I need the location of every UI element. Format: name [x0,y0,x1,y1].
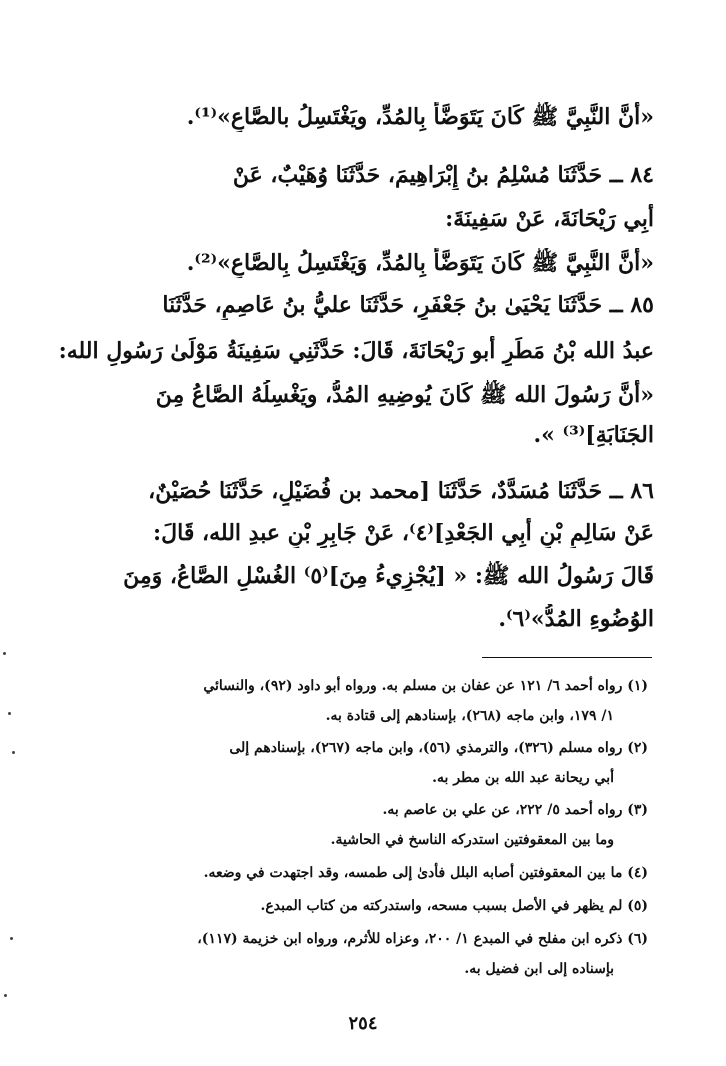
margin-speck [4,994,7,997]
text-line: أَبِي رَيْحَانَةَ، عَنْ سَفِينَةَ: [445,206,654,232]
text-line: قَالَ رَسُولُ الله ﷺ: « [يُجْزِيءُ مِنَ]⁽٥⁾ الغُسْلِ الصَّاعُ، وَمِنَ [123,563,654,589]
hadith-84-heading: ٨٤ ــ حَدَّثَنَا مُسْلِمُ بنُ إِبْرَاهِيمَ، حَدَّثَنَا وُهَيْبٌ، عَنْ [232,162,654,188]
footnote-5: (٥) لم يظهر في الأصل بسبب مسحه، واستدركته من كتاب المبدع. [260,898,648,914]
footnote-6: (٦) ذكره ابن مفلح في المبدع ١/ ٢٠٠، وعزاه للأثرم، ورواه ابن خزيمة (١١٧)، [197,931,648,947]
text-line: عبدُ الله بْنُ مَطَرٍ أَبو رَيْحَانَةَ، قَالَ: حَدَّثَنِي سَفِينَةُ مَوْلَىٰ رَسُولِ الله: [58,338,654,364]
footnote-3: (٣) رواه أحمد ٥/ ٢٢٢، عن علي بن عاصم به. [382,802,648,818]
page-number: ٢٥٤ [348,1013,378,1034]
footnote-separator [482,657,652,658]
footnote-4: (٤) ما بين المعقوفتين أصابه البلل فأدىٰ إلى طمسه، وقد اجتهدت في وضعه. [203,865,648,881]
hadith-86-heading: ٨٦ ــ حَدَّثَنَا مُسَدَّدٌ، حَدَّثَنَا [محمد بن فُضَيْلٍ، حَدَّثَنَا حُصَيْنٌ، [148,478,654,504]
text-line: «أَنَّ رَسُولَ الله ﷺ كَانَ يُوضِيهِ المُدُّ، ويَغْسِلُهُ الصَّاعُ مِنَ [155,382,654,408]
footnote-2: (٢) رواه مسلم (٣٢٦)، والترمذي (٥٦)، وابن ماجه (٢٦٧)، بإسنادهم إلى [229,740,648,756]
hadith-85-heading: ٨٥ ــ حَدَّثَنَا يَحْيَىٰ بنُ جَعْفَرٍ، حَدَّثَنَا عليُّ بنُ عَاصِمٍ، حَدَّثَنَا [162,292,654,318]
text-line: الوُضُوءِ المُدُّ»⁽٦⁾. [498,606,654,632]
footnote-line: ١/ ١٧٩، وابن ماجه (٢٦٨)، بإسنادهم إلى قتادة به. [325,708,614,724]
footnote-line: أبي ريحانة عبد الله بن مطر به. [432,770,614,786]
text-line: «أَنَّ النَّبِيَّ ﷺ كَانَ يَتَوَضَّأُ بِالمُدِّ، ويَغْتَسِلُ بالصَّاعِ»⁽¹⁾. [186,104,654,130]
text-line: الجَنَابَةِ]⁽³⁾ ». [533,422,654,448]
margin-speck [12,751,15,754]
text-line: عَنْ سَالِمِ بْنِ أَبِي الجَعْدِ]⁽٤⁾، عَنْ جَابِرِ بْنِ عبدِ الله، قَالَ: [153,520,654,546]
margin-speck [8,712,11,715]
footnote-line: وما بين المعقوفتين استدركه الناسخ في الحاشية. [330,832,614,848]
footnote-line: بإسناده إلى ابن فضيل به. [464,961,614,977]
footnote-1: (١) رواه أحمد ٦/ ١٢١ عن عفان بن مسلم به. ورواه أبو داود (٩٢)، والنسائي [203,678,648,694]
margin-speck [3,652,6,655]
margin-speck [10,937,13,940]
text-line: «أَنَّ النَّبِيَّ ﷺ كَانَ يَتَوَضَّأُ بِالمُدِّ، وَيَغْتَسِلُ بِالصَّاعِ»⁽²⁾. [186,250,654,276]
